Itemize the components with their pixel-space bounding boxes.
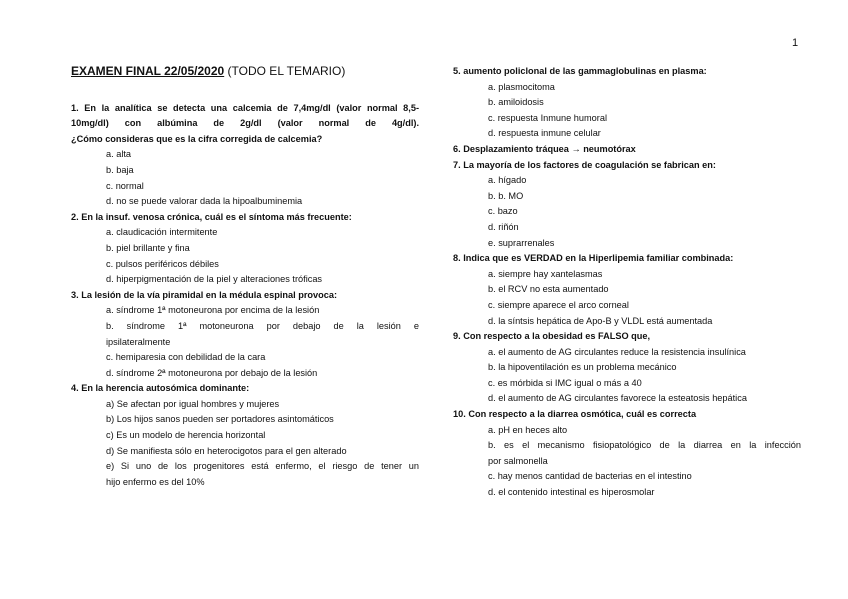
question-3: 3. La lesión de la vía piramidal en la médula espinal provoca: [71,289,338,300]
option: a. plasmocitoma [488,81,555,92]
option: a. claudicación intermitente [106,227,218,238]
option: b. síndrome 1ª motoneurona por debajo de la lesión e [106,320,419,331]
option: e) Si uno de los progenitores está enfermo, el riesgo de tener un [106,461,419,472]
option: a. hígado [488,175,527,186]
exam-title [71,64,419,80]
option: a. síndrome 1ª motoneurona por encima de la lesión [106,305,320,316]
question-5: 5. aumento policlonal de las gammaglobulinas en plasma: [453,66,707,76]
exam-title-sub: (TODO EL TEMARIO) [227,64,346,78]
question-1-line-2: 10mg/dl) con albúmina de 2g/dl (valor normal de 4g/dl). [71,118,419,129]
option: d. hiperpigmentación de la piel y alteraciones tróficas [106,274,323,285]
question-1-line-1: 1. En la analítica se detecta una calcemia de 7,4mg/dl (valor normal 8,5- [71,102,419,113]
question-6: 6. Desplazamiento tráquea → neumotórax [453,143,636,154]
option: b. el RCV no esta aumentado [488,284,609,295]
exam-title-main: EXAMEN FINAL 22/05/2020 [71,64,225,78]
option: d. la síntsis hepática de Apo-B y VLDL está aumentada [488,315,713,326]
option: d. respuesta inmune celular [488,128,601,139]
question-7: 7. La mayoría de los factores de coagulación se fabrican en: [453,159,716,170]
left-column [71,64,419,490]
question-4: 4. En la herencia autosómica dominante: [71,383,250,394]
option: a. el aumento de AG circulantes reduce la resistencia insulínica [488,346,746,357]
right-column [453,64,801,501]
option: c. pulsos periféricos débiles [106,258,219,269]
question-10: 10. Con respecto a la diarrea osmótica, cuál es correcta [453,409,697,420]
option: d. riñón [488,221,519,232]
option: b. la hipoventilación es un problema mecánico [488,362,677,373]
option: por salmonella [488,455,548,466]
question-2: 2. En la insuf. venosa crónica, cuál es el síntoma más frecuente: [71,211,352,222]
option: d) Se manifiesta sólo en heterocigotos para el gen alterado [106,445,347,456]
option: d. el contenido intestinal es hiperosmolar [488,487,655,498]
option: e. suprarrenales [488,237,555,248]
option: b. b. MO [488,190,524,201]
option: b. piel brillante y fina [106,242,190,253]
option: c. hemiparesia con debilidad de la cara [106,352,266,363]
option: b. amiloidosis [488,97,544,108]
option: c. normal [106,180,144,191]
option: d. el aumento de AG circulantes favorece la esteatosis hepática [488,393,747,404]
question-9: 9. Con respecto a la obesidad es FALSO que, [453,331,651,342]
option: c. es mórbida si IMC igual o más a 40 [488,377,642,388]
option: b) Los hijos sanos pueden ser portadores asintomáticos [106,414,334,425]
page-number: 1 [792,37,799,49]
option: b. baja [106,164,134,175]
option: c) Es un modelo de herencia horizontal [106,430,266,441]
option: d. no se puede valorar dada la hipoalbuminemia [106,196,303,207]
option: d. síndrome 2ª motoneurona por debajo de la lesión [106,367,318,378]
option: hijo enfermo es del 10% [106,476,205,487]
option: c. siempre aparece el arco corneal [488,299,629,310]
option: ipsilateralmente [106,336,171,347]
option: b. es el mecanismo fisiopatológico de la diarrea en la infección [488,440,801,451]
option: a) Se afectan por igual hombres y mujeres [106,398,280,409]
option: a. pH en heces alto [488,424,568,435]
option: c. hay menos cantidad de bacterias en el intestino [488,471,692,482]
option: a. siempre hay xantelasmas [488,268,603,279]
option: c. respuesta Inmune humoral [488,112,607,123]
question-1-line-3: ¿Cómo consideras que es la cifra corregida de calcemia? [71,133,323,144]
question-8: 8. Indica que es VERDAD en la Hiperlipemia familiar combinada: [453,253,734,264]
option: a. alta [106,149,132,160]
option: c. bazo [488,206,518,217]
